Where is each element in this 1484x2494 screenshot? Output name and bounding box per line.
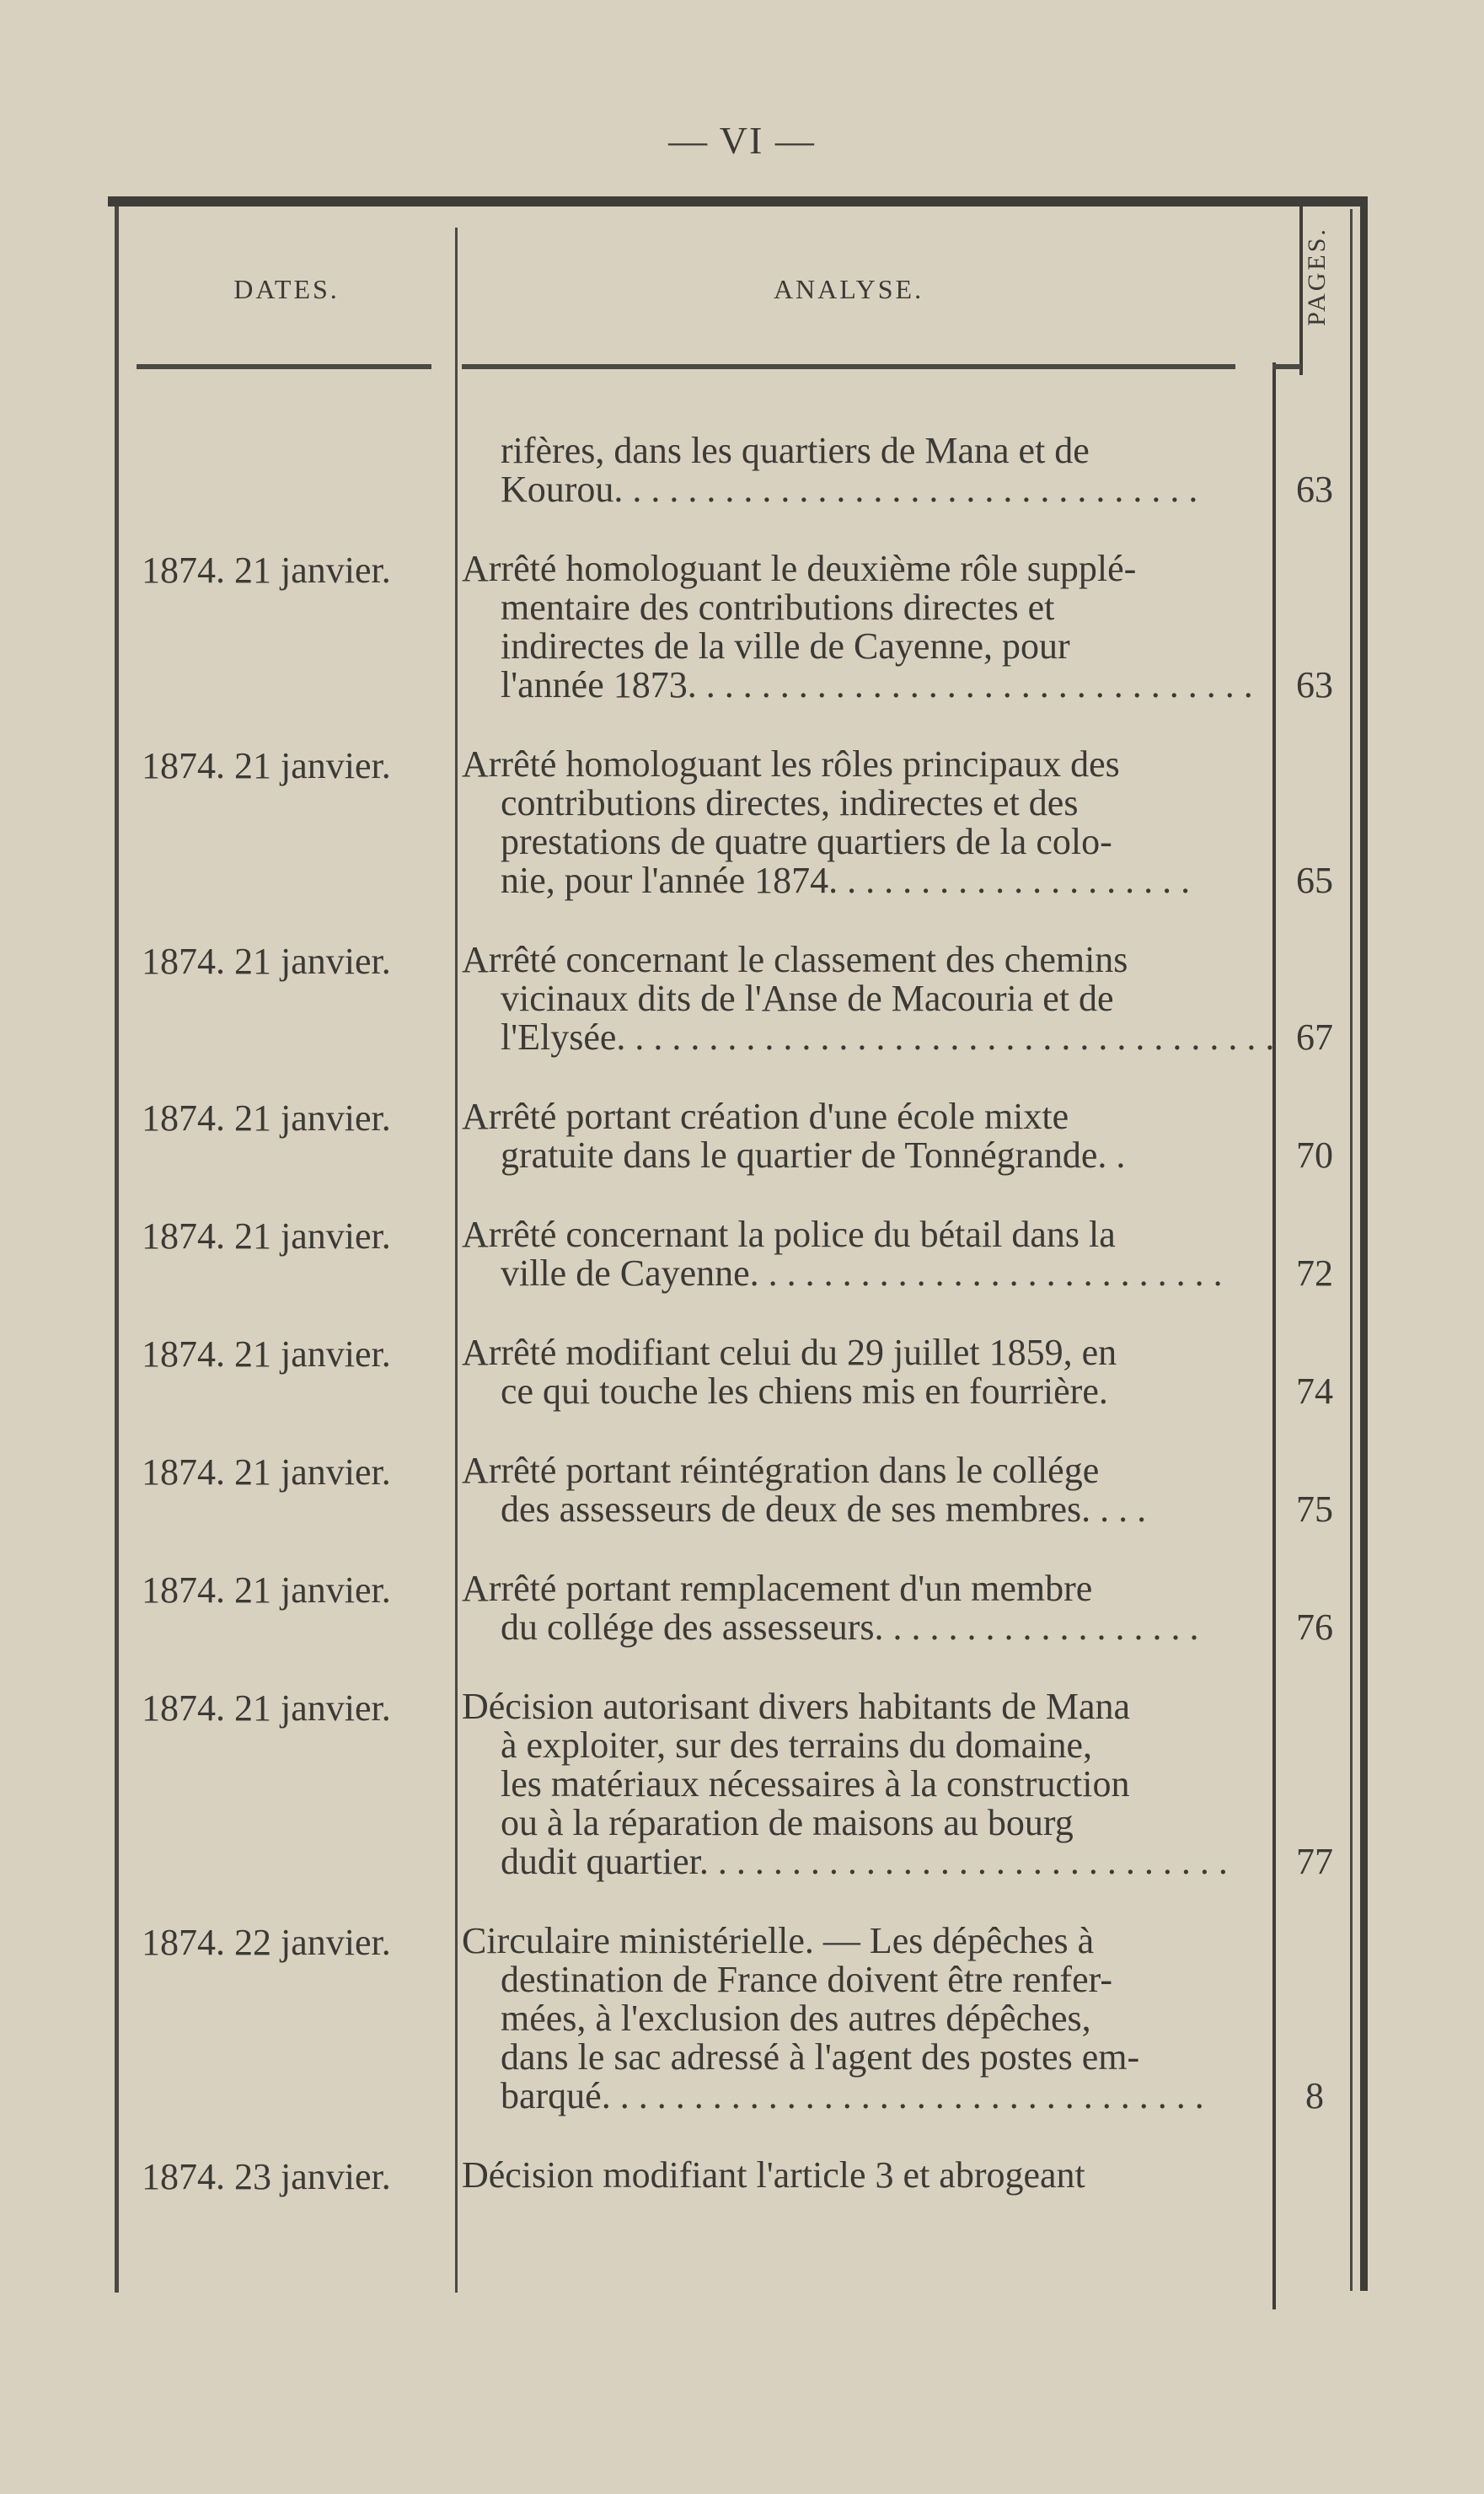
row-page-number: 77 — [1296, 1841, 1333, 1882]
column-rule-dates — [455, 228, 458, 2293]
analysis-line: Arrêté portant remplacement d'un membre — [462, 1568, 1093, 1609]
row-analysis — [462, 1687, 1262, 1881]
analysis-line: destination de France doivent être renfer- — [501, 1959, 1113, 2000]
row-page-number: 70 — [1296, 1134, 1333, 1176]
header-underline-dates — [137, 364, 431, 369]
row-analysis — [462, 432, 1262, 509]
column-rule-pages — [1272, 362, 1276, 2309]
analysis-line: ou à la réparation de maisons au bourg — [501, 1802, 1074, 1843]
analysis-line: Arrêté homologuant les rôles principaux des — [462, 743, 1120, 785]
analysis-line: indirectes de la ville de Cayenne, pour — [501, 625, 1070, 667]
row-analysis — [462, 1333, 1262, 1411]
row-analysis — [462, 939, 1275, 1058]
row-analysis — [462, 550, 1262, 705]
row-date: 1874. 22 janvier. — [142, 1922, 391, 1963]
analysis-line: ville de Cayenne. . . . . . . . . . . . . . . . . . . . . . . . . . — [501, 1252, 1223, 1294]
analysis-line: Décision modifiant l'article 3 et abrogeant — [462, 2154, 1085, 2196]
table-rule-right-inner — [1350, 209, 1353, 2291]
table-rule-left — [115, 206, 119, 2293]
analysis-line: contributions directes, indirectes et des — [501, 782, 1079, 823]
analysis-line: Arrêté portant création d'une école mixte — [462, 1096, 1069, 1137]
row-analysis — [462, 1569, 1262, 1647]
row-analysis — [462, 1215, 1262, 1293]
analysis-line: Arrêté concernant la police du bétail dans la — [462, 1214, 1116, 1255]
analysis-line: dudit quartier. . . . . . . . . . . . . . . . . . . . . . . . . . . . . — [501, 1841, 1228, 1882]
table-rule-right-outer — [1360, 196, 1368, 2291]
analysis-line: mées, à l'exclusion des autres dépêches, — [501, 1998, 1091, 2039]
analysis-line: vicinaux dits de l'Anse de Macouria et de — [501, 978, 1114, 1019]
header-analyse: ANALYSE. — [773, 274, 924, 304]
analysis-line: Décision autorisant divers habitants de Mana — [462, 1686, 1131, 1727]
analysis-line: Arrêté modifiant celui du 29 juillet 1859, en — [462, 1332, 1117, 1373]
row-page-number: 75 — [1296, 1488, 1333, 1530]
analysis-line: du collége des assesseurs. . . . . . . . . . . . . . . . . . — [501, 1606, 1199, 1648]
header-underline-pages — [1272, 364, 1301, 369]
page-number: — VI — — [668, 119, 816, 162]
row-date: 1874. 21 janvier. — [142, 1333, 391, 1375]
table-rule-top — [108, 196, 1367, 206]
row-page-number: 63 — [1296, 469, 1333, 510]
row-page-number: 63 — [1296, 664, 1333, 705]
analysis-line: ce qui touche les chiens mis en fourrière. — [501, 1370, 1108, 1412]
header-underline-analyse — [462, 364, 1235, 369]
header-pages: PAGES. — [1303, 227, 1331, 326]
row-date: 1874. 21 janvier. — [142, 1215, 391, 1257]
analysis-line: Circulaire ministérielle. — Les dépêches à — [462, 1920, 1095, 1961]
row-page-number: 76 — [1296, 1606, 1333, 1648]
analysis-line: les matériaux nécessaires à la construction — [501, 1763, 1130, 1805]
analysis-line: nie, pour l'année 1874. . . . . . . . . . . . . . . . . . . . — [501, 860, 1191, 901]
row-date: 1874. 21 janvier. — [142, 745, 391, 786]
row-page-number: 74 — [1296, 1370, 1333, 1412]
analysis-line: l'année 1873. . . . . . . . . . . . . . . . . . . . . . . . . . . . . . . — [501, 664, 1253, 705]
analysis-line: prestations de quatre quartiers de la colo- — [501, 821, 1112, 862]
analysis-line: dans le sac adressé à l'agent des postes em- — [501, 2036, 1140, 2078]
analysis-line: des assesseurs de deux de ses membres. . . . — [501, 1488, 1147, 1530]
analysis-line: l'Elysée. . . . . . . . . . . . . . . . . . . . . . . . . . . . . . . . . . . . — [501, 1016, 1275, 1058]
row-analysis — [462, 2156, 1262, 2195]
row-page-number: 72 — [1296, 1252, 1333, 1294]
row-date: 1874. 21 janvier. — [142, 1569, 391, 1611]
analysis-line: rifères, dans les quartiers de Mana et de — [501, 430, 1090, 471]
row-page-number: 67 — [1296, 1016, 1333, 1058]
analysis-line: à exploiter, sur des terrains du domaine, — [501, 1724, 1093, 1766]
header-dates: DATES. — [233, 274, 340, 304]
row-date: 1874. 21 janvier. — [142, 550, 391, 591]
row-analysis — [462, 1451, 1262, 1529]
row-date: 1874. 21 janvier. — [142, 1687, 391, 1729]
analysis-line: mentaire des contributions directes et — [501, 587, 1055, 628]
analysis-line: Arrêté concernant le classement des chemins — [462, 939, 1128, 980]
row-date: 1874. 21 janvier. — [142, 1451, 391, 1493]
row-analysis — [462, 745, 1262, 900]
analysis-line: Arrêté homologuant le deuxième rôle supplé- — [462, 548, 1137, 589]
row-page-number: 65 — [1296, 860, 1333, 901]
analysis-line: Kourou. . . . . . . . . . . . . . . . . . . . . . . . . . . . . . . . — [501, 469, 1198, 510]
analysis-line: Arrêté portant réintégration dans le collége — [462, 1450, 1100, 1491]
row-page-number: 8 — [1305, 2075, 1324, 2116]
row-date: 1874. 21 janvier. — [142, 941, 391, 982]
analysis-line: gratuite dans le quartier de Tonnégrande. . — [501, 1134, 1126, 1176]
row-analysis — [462, 1922, 1262, 2116]
row-date: 1874. 23 janvier. — [142, 2156, 391, 2197]
row-analysis — [462, 1097, 1262, 1175]
row-date: 1874. 21 janvier. — [142, 1097, 391, 1139]
analysis-line: barqué. . . . . . . . . . . . . . . . . . . . . . . . . . . . . . . . . — [501, 2075, 1204, 2116]
